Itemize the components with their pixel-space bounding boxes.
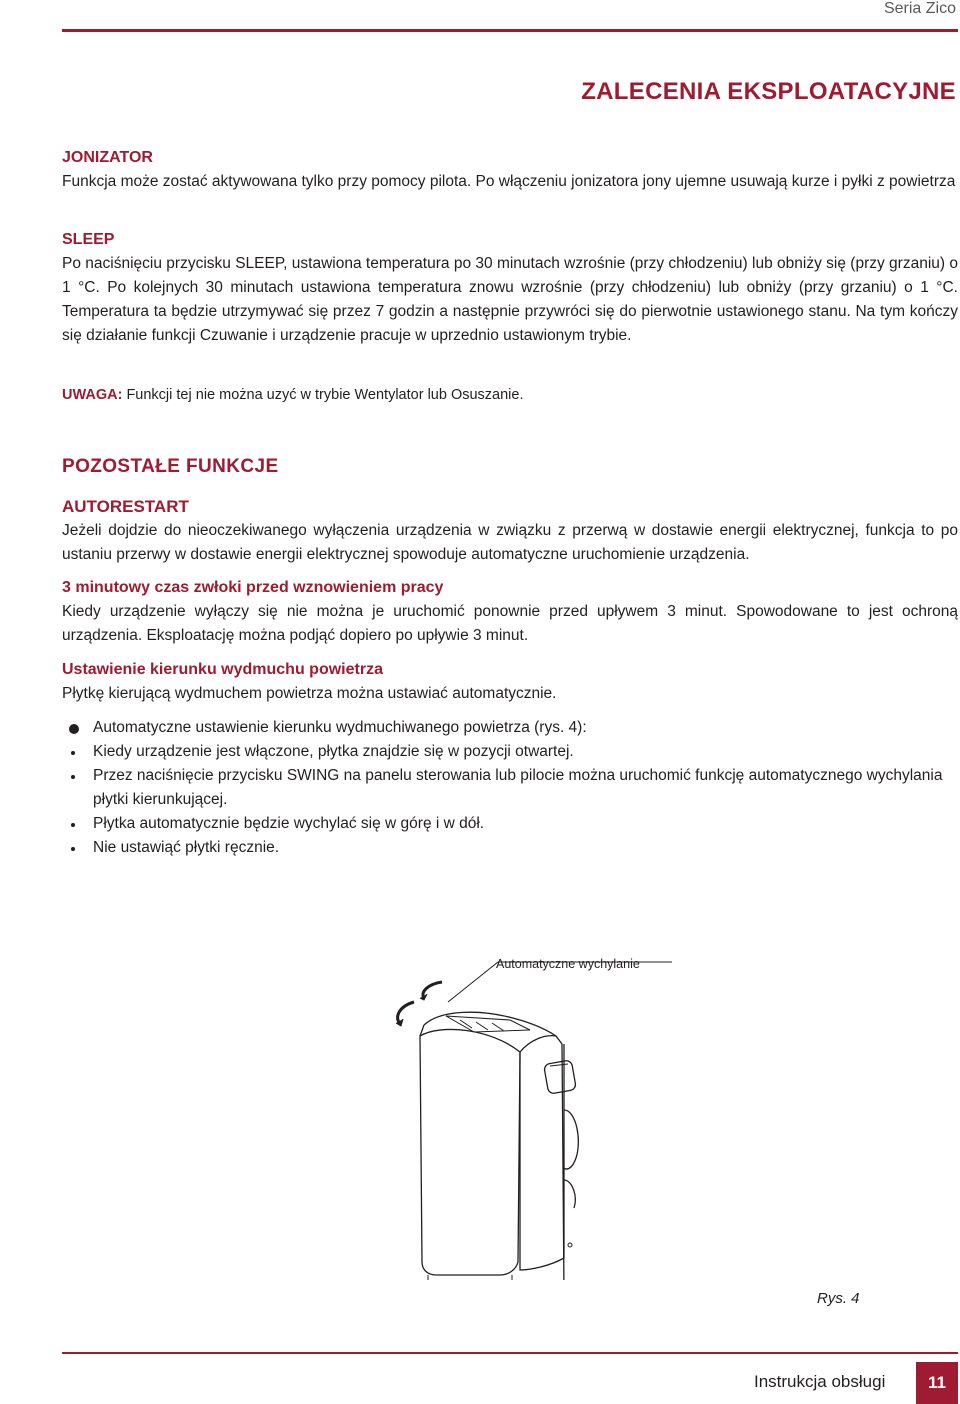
other-functions-heading: POZOSTAŁE FUNKCJE (62, 456, 279, 477)
delay-heading: 3 minutowy czas zwłoki przed wznowieniem pracy (62, 579, 444, 596)
list-item: Nie ustawiąć płytki ręcznie. (62, 836, 958, 860)
air-conditioner-illustration (380, 940, 700, 1280)
bullet-icon (71, 823, 75, 827)
ionizer-heading: JONIZATOR (62, 149, 153, 166)
sleep-text: Po naciśnięciu przycisku SLEEP, ustawiona temperatura po 30 minutach wzrośnie (przy chłodzeniu) lub obniży się (przy grzaniu) o 1 °C. Po kolejnych 30 minutach ustawiona temperatura znowu wzrośnie (przy chłodzeniu) lub obniży (przy grzaniu) o 1 °C. Temperatura ta będzie utrzymywać się przez 7 godzin a następnie przywróci się do pierwotnie ustawionego stanu. Na tym kończy się działanie funkcji Czuwanie i urządzenie pracuje w uprzednio ustawionym trybie. (62, 255, 958, 344)
bullet-icon (71, 847, 75, 851)
figure-caption: Rys. 4 (817, 1290, 860, 1307)
list-item: Automatyczne ustawienie kierunku wydmuchiwanego powietrza (rys. 4): (62, 716, 958, 740)
bottom-divider (62, 1352, 958, 1354)
list-item: Płytka automatycznie będzie wychylać się w górę i w dół. (62, 812, 958, 836)
autorestart-section (62, 495, 958, 567)
delay-text: Kiedy urządzenie wyłączy się nie można je uruchomić ponownie przed upływem 3 minut. Spowodowane to jest ochroną urządzenia. Eksploatację można podjąć dopiero po upływie 3 minut. (62, 603, 958, 644)
autorestart-heading: AUTORESTART (62, 497, 189, 516)
series-name: Seria Zico (883, 0, 956, 17)
ionizer-text: Funkcja może zostać aktywowana tylko przy pomocy pilota. Po włączeniu jonizatora jony ujemne usuwają kurze i pyłki z powietrza (62, 173, 956, 190)
top-divider (62, 29, 958, 32)
note-label: UWAGA: (62, 387, 123, 403)
ionizer-section (62, 146, 958, 194)
direction-text: Płytkę kierującą wydmuchem powietrza można ustawiać automatycznie. (62, 685, 557, 702)
delay-section (62, 576, 958, 648)
sleep-heading: SLEEP (62, 231, 115, 248)
bullet-icon (69, 724, 79, 734)
page-title: ZALECENIA EKSPLOATACYJNE (581, 78, 956, 105)
list-item: Przez naciśnięcie przycisku SWING na panelu sterowania lub pilocie można uruchomić funkcję automatycznego wychylania płytki kierunkującej. (62, 764, 958, 812)
note-text: Funkcji tej nie można uzyć w trybie Wentylator lub Osuszanie. (122, 387, 524, 403)
unit-outline (424, 1012, 564, 1280)
bullet-icon (71, 775, 75, 779)
figure-label: Automatyczne wychylanie (496, 957, 640, 971)
footer-title: Instrukcja obsługi (754, 1372, 886, 1391)
direction-section (62, 658, 958, 706)
autorestart-text: Jeżeli dojdzie do nieoczekiwanego wyłączenia urządzenia w związku z przerwą w dostawie energii elektrycznej, funkcja to po ustaniu przerwy w dostawie energii elektrycznej spowoduje automatyczne uruchomienie urządzenia. (62, 522, 958, 563)
list-item: Kiedy urządzenie jest włączone, płytka znajdzie się w pozycji otwartej. (62, 740, 958, 764)
page-number: 11 (916, 1362, 958, 1404)
bullet-icon (71, 751, 75, 755)
sleep-note (62, 384, 958, 406)
direction-bullets (62, 716, 958, 860)
sleep-section (62, 228, 958, 348)
direction-heading: Ustawienie kierunku wydmuchu powietrza (62, 661, 383, 678)
